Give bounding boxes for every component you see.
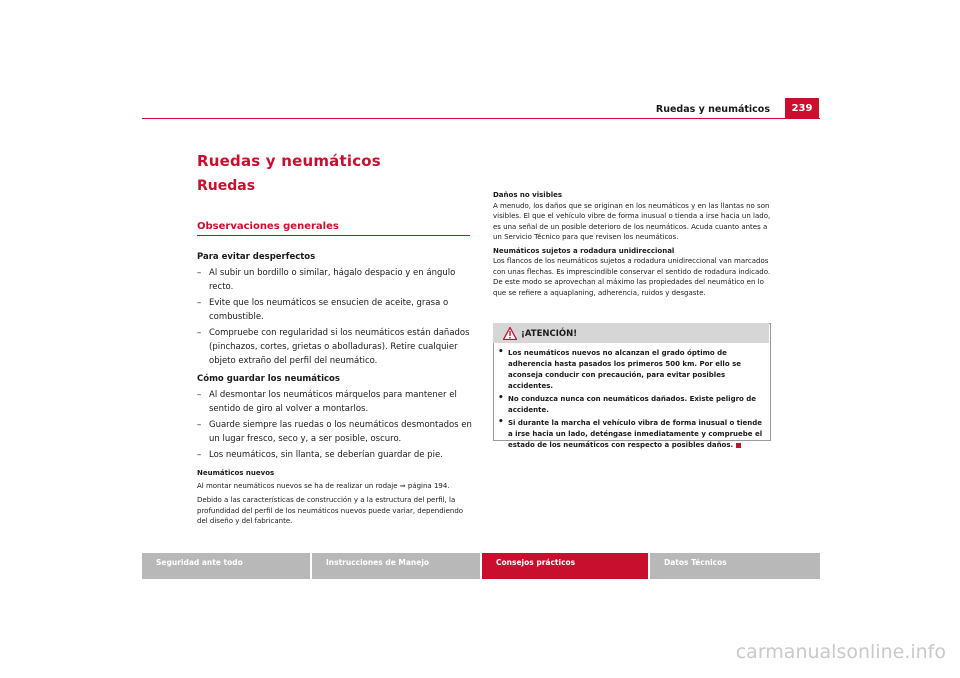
warning-body	[497, 348, 763, 451]
section-title: Observaciones generales	[197, 221, 339, 232]
chapter-title: Ruedas y neumáticos	[197, 152, 381, 170]
heading-new-tires: Neumáticos nuevos	[197, 469, 275, 477]
end-mark-icon	[736, 443, 741, 448]
heading-storage: Cómo guardar los neumáticos	[197, 374, 340, 384]
section-rule	[197, 235, 470, 236]
heading-avoid-damage: Para evitar desperfectos	[197, 252, 316, 262]
warning-item: • No conduzca nunca con neumáticos dañados. Existe peligro de accidente.	[497, 394, 763, 416]
tab-operation[interactable]: Instrucciones de Manejo	[312, 553, 480, 579]
list-item: – Evite que los neumáticos se ensucien de aceite, grasa o combustible.	[197, 296, 475, 324]
paragraph: Al montar neumáticos nuevos se ha de realizar un rodaje ⇒ página 194.	[197, 481, 450, 490]
list-item: – Al desmontar los neumáticos márquelos para mantener el sentido de giro al volver a montarlos.	[197, 388, 475, 416]
warning-item: • Los neumáticos nuevos no alcanzan el grado óptimo de adherencia hasta pasados los primeros 500 km. Por ello se aconseja conducir con precaución, para evitar posibles accidentes.	[497, 348, 763, 392]
list-item: – Al subir un bordillo o similar, hágalo despacio y en ángulo recto.	[197, 266, 475, 294]
warning-triangle-icon	[503, 327, 517, 340]
right-column	[493, 190, 771, 298]
warning-item	[497, 418, 763, 451]
tab-technical-data[interactable]: Datos Técnicos	[650, 553, 820, 579]
heading-directional-tires: Neumáticos sujetos a rodadura unidireccional	[493, 246, 675, 255]
new-tires-block	[197, 466, 470, 527]
tab-practical-tips[interactable]: Consejos prácticos	[482, 553, 648, 579]
paragraph: Debido a las características de construcción y a la estructura del perfil, la profundidad del perfil de los neumáticos nuevos puede variar, dependiendo del diseño y del fabricante.	[197, 496, 464, 525]
left-column	[197, 248, 475, 462]
paragraph: A menudo, los daños que se originan en los neumáticos y en las llantas no son visibles. El que el vehículo vibre de forma inusual o tienda a irse hacia un lado, es una señal de un posible deterioro de los neumáticos. Acuda cuanto antes a un Servicio Técnico para que revisen los neumáticos.	[493, 201, 771, 241]
paragraph: Los flancos de los neumáticos sujetos a rodadura unidireccional van marcados con unas flechas. Es imprescindible conservar el sentido de rodadura indicado. De este modo se aprovechan al máximo las propiedades del neumático en lo que se refiere a aquaplaning, adherencia, ruidos y desgaste.	[493, 257, 771, 297]
warning-heading: ¡ATENCIÓN!	[521, 329, 578, 339]
header-rule	[142, 118, 820, 119]
warning-item-text: Si durante la marcha el vehículo vibra de forma inusual o tiende a irse hacia un lado, deténgase inmediatamente y compruebe el estado de los neumáticos con respecto a posibles daños.	[508, 419, 763, 449]
page-number-badge: 239	[785, 98, 819, 118]
watermark: carmanualsonline.info	[735, 641, 946, 663]
chapter-subtitle: Ruedas	[197, 178, 256, 194]
running-header-title: Ruedas y neumáticos	[655, 104, 770, 115]
list-item: – Los neumáticos, sin llanta, se deberían guardar de pie.	[197, 448, 475, 462]
list-item: – Guarde siempre las ruedas o los neumáticos desmontados en un lugar fresco, seco y, a ser posible, oscuro.	[197, 418, 475, 446]
tab-safety[interactable]: Seguridad ante todo	[142, 553, 310, 579]
list-item: – Compruebe con regularidad si los neumáticos están dañados (pinchazos, cortes, grietas o abolladuras). Retire cualquier objeto extraño del perfil del neumático.	[197, 326, 475, 368]
heading-hidden-damage: Daños no visibles	[493, 191, 563, 199]
